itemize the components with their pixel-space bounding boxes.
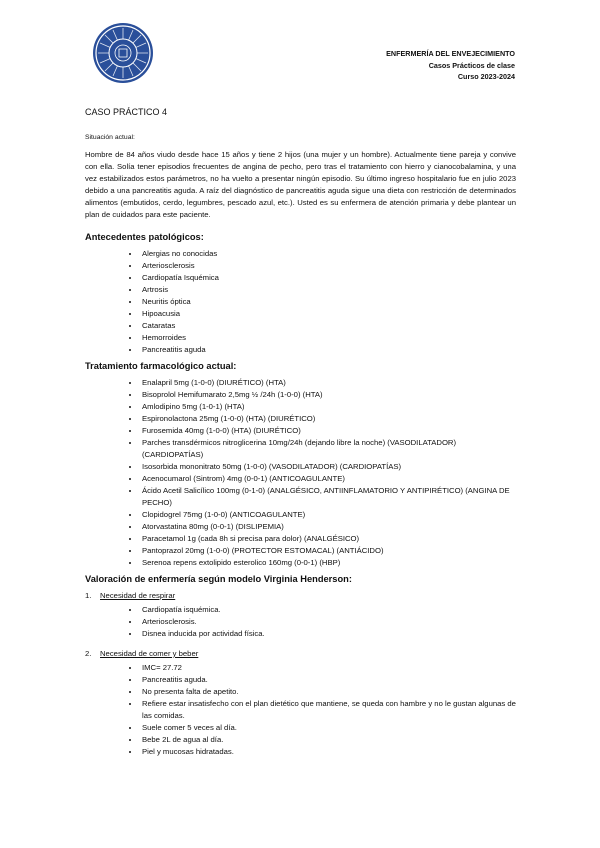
list-item: • Cardiopatía isquémica.	[140, 604, 516, 616]
document-header	[386, 48, 515, 83]
list-item: • Serenoa repens extolipido esterolico 160mg (0-0-1) (HBP)	[140, 557, 516, 569]
list-item: • IMC= 27.72	[140, 662, 516, 674]
list-item: • Piel y mucosas hidratadas.	[140, 746, 516, 758]
need-title: Necesidad de respirar	[100, 591, 176, 600]
list-item: • Cataratas	[140, 320, 516, 332]
antecedentes-heading: Antecedentes patológicos:	[85, 232, 204, 242]
list-item: • Clopidogrel 75mg (1-0-0) (ANTICOAGULANTE)	[140, 509, 516, 521]
list-item: • Arteriosclerosis.	[140, 616, 516, 628]
need-respirar-title	[85, 590, 516, 602]
list-item: • Parches transdérmicos nitroglicerina 10mg/24h (dejando libre la noche) (VASODILATADOR) (CARDIOPATÍAS)	[140, 437, 516, 461]
list-item: • Neuritis óptica	[140, 296, 516, 308]
valoracion-heading: Valoración de enfermería según modelo Virginia Henderson:	[85, 574, 352, 584]
list-item: • Paracetamol 1g (cada 8h si precisa para dolor) (ANALGÉSICO)	[140, 533, 516, 545]
list-item: • Hemorroides	[140, 332, 516, 344]
list-item: • Pancreatitis aguda	[140, 344, 516, 356]
need-number: 1.	[85, 591, 92, 600]
list-item: • Pancreatitis aguda.	[140, 674, 516, 686]
situation-label: Situación actual:	[85, 134, 135, 141]
list-item: • Artrosis	[140, 284, 516, 296]
list-item: • Bebe 2L de agua al día.	[140, 734, 516, 746]
need-comer-beber-list	[84, 662, 516, 758]
list-item: • Bisoprolol Hemifumarato 2,5mg ½ /24h (1-0-0) (HTA)	[140, 389, 516, 401]
list-item: • Disnea inducida por actividad física.	[140, 628, 516, 640]
list-item: • Suele comer 5 veces al día.	[140, 722, 516, 734]
situation-paragraph: Hombre de 84 años viudo desde hace 15 años y tiene 2 hijos (una mujer y un hombre). Actualmente tiene pareja y convive con ella. Solía tener episodios frecuentes de angina de pecho, pero tras el tratamiento con hierro y cianocobalamina, y una vez estabilizados estos parámetros, no ha vuelto a presentar ningún episodio. Su último ingreso hospitalario fue en julio 2023 debido a una pancreatitis aguda. A raíz del diagnóstico de pancreatitis aguda sigue una dieta con restricción de determinados alimentos (embutidos, cerdo, legumbres, pescado azul, etc.). Usted es su enfermera de atención primaria y debe plantear un plan de cuidados para este paciente.	[85, 150, 516, 219]
header-line-year: Curso 2023-2024	[457, 72, 515, 81]
list-item: • No presenta falta de apetito.	[140, 686, 516, 698]
list-item: • Atorvastatina 80mg (0-0-1) (DISLIPEMIA)	[140, 521, 516, 533]
list-item: • Ácido Acetil Salicílico 100mg (0-1-0) (ANALGÉSICO, ANTIINFLAMATORIO Y ANTIPIRÉTICO) (ANGINA DE PECHO)	[140, 485, 516, 509]
need-respirar-list	[84, 604, 516, 640]
university-seal-logo	[92, 22, 154, 84]
list-item: • Espironolactona 25mg (1-0-0) (HTA) (DIURÉTICO)	[140, 413, 516, 425]
list-item: • Acenocumarol (Sintrom) 4mg (0-0-1) (ANTICOAGULANTE)	[140, 473, 516, 485]
list-item: • Pantoprazol 20mg (1-0-0) (PROTECTOR ESTOMACAL) (ANTIÁCIDO)	[140, 545, 516, 557]
header-line-subtitle: Casos Prácticos de clase	[428, 60, 515, 70]
document-body	[84, 106, 516, 766]
list-item: • Arteriosclerosis	[140, 260, 516, 272]
list-item: • Hipoacusia	[140, 308, 516, 320]
list-item: • Amlodipino 5mg (1-0-1) (HTA)	[140, 401, 516, 413]
list-item: • Enalapril 5mg (1-0-0) (DIURÉTICO) (HTA)	[140, 377, 516, 389]
need-title: Necesidad de comer y beber	[100, 649, 199, 658]
need-number: 2.	[85, 649, 92, 658]
case-title: CASO PRÁCTICO 4	[85, 107, 168, 117]
list-item: • Refiere estar insatisfecho con el plan dietético que mantiene, se queda con hambre y no le gustan algunas de las comidas.	[140, 698, 516, 722]
list-item: • Furosemida 40mg (1-0-0) (HTA) (DIURÉTICO)	[140, 425, 516, 437]
antecedentes-list	[84, 248, 516, 356]
list-item: • Isosorbida mononitrato 50mg (1-0-0) (VASODILATADOR) (CARDIOPATÍAS)	[140, 461, 516, 473]
tratamiento-heading: Tratamiento farmacológico actual:	[85, 361, 237, 371]
tratamiento-list	[84, 377, 516, 569]
header-line-course: ENFERMERÍA DEL ENVEJECIMIENTO	[386, 49, 515, 58]
need-comer-beber-title	[85, 648, 516, 660]
list-item: • Cardiopatía Isquémica	[140, 272, 516, 284]
list-item: • Alergias no conocidas	[140, 248, 516, 260]
